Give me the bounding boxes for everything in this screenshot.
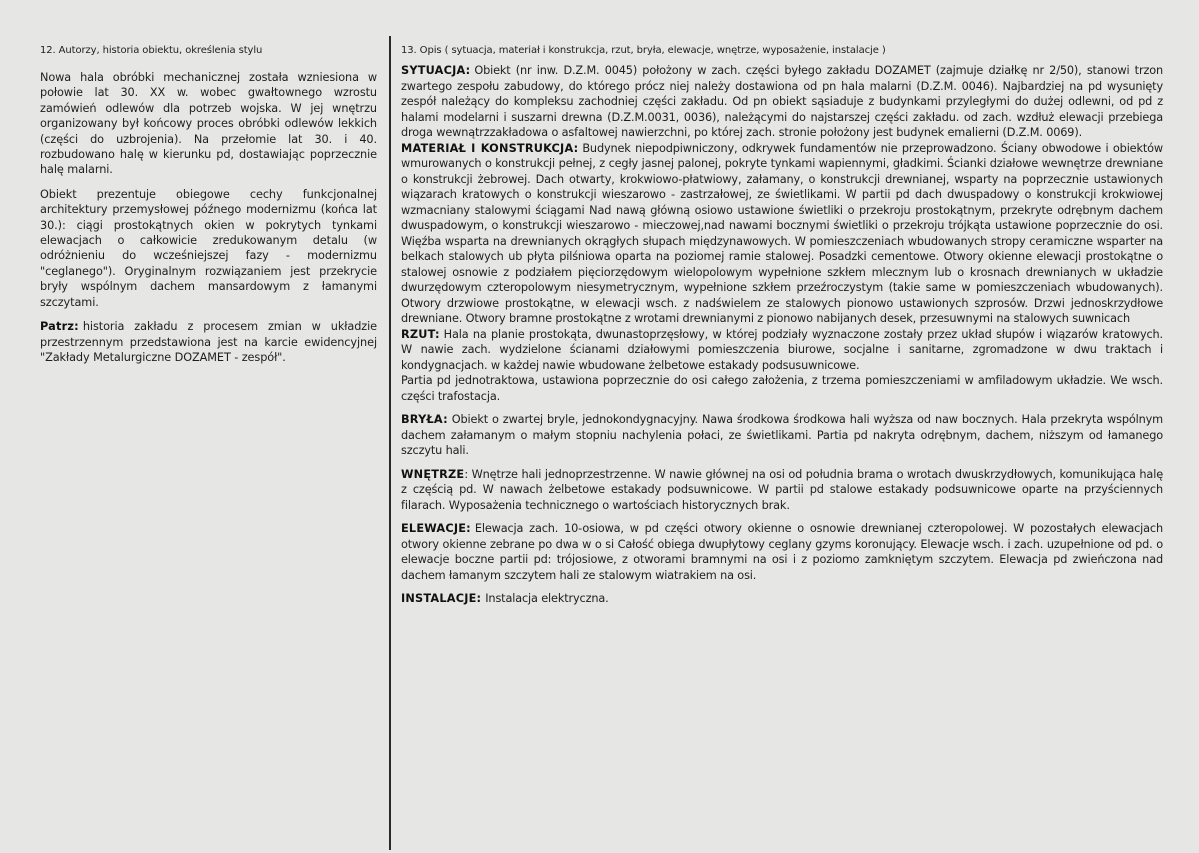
section-12-heading: 12. Autorzy, historia obiektu, określenia stylu (40, 45, 263, 56)
material-label: MATERIAŁ I KONSTRUKCJA: (401, 141, 579, 155)
rzut-paragraph (401, 327, 1163, 374)
sytuacja-paragraph (401, 63, 1163, 141)
instalacje-label: INSTALACJE: (401, 592, 482, 605)
bryla-text: Obiekt o zwartej bryle, jednokondygnacyjny. Nawa środkowa środkowa hali wyższa od naw bocznych. Hala przekryta wspólnym dachem załamanym o małym stopniu nachylenia połaci, ze świetlikami. Partia pd nakryta odrębnym, dachem, niższym od łamanego szczytu hali. (401, 413, 1163, 457)
elewacje-text: Elewacja zach. 10-osiowa, w pd części otwory okienne o osnowie drewnianej czteropolowej. W pozostałych elewacjach otwory okienne zebrane po dwa w o si Całość obiega dwupłytowy ceglany gzyms koronujący. Elewacje wsch. i zach. uzupełnione od pd. o elewacje boczne partii pd: trójosiowe, z otworami bramnymi na osi i z poziomo zamkniętym szczytem. Elewacja pd zwieńczona nad dachem łamanym szczytem hali ze stalowym wiatrakiem na osi. (401, 522, 1163, 582)
material-paragraph (401, 141, 1163, 327)
instalacje-paragraph (401, 591, 1163, 607)
elewacje-label: ELEWACJE: (401, 522, 471, 535)
history-paragraph-2: Obiekt prezentuje obiegowe cechy funkcjonalnej architektury przemysłowej późnego modernizmu (końca lat 30.): ciągi prostokątnych okien w pokrytych tynkami elewacjach o całkowicie zredukowanym detalu (w odróżnieniu do wcześniejszej fazy - modernizmu "ceglanego"). Oryginalnym rozwiązaniem jest przekrycie bryły wspólnym dachem mansardowym z łamanymi szczytami. (40, 187, 377, 309)
wnetrze-text: : Wnętrze hali jednoprzestrzenne. W nawie głównej na osi od południa brama o wrotach dwuskrzydłowych, komunikująca halę z częścią pd. W nawach żelbetowe estakady podsuwnicowe. W partii pd stalowe estakady podsuwnicowe oparte na przyściennych filarach. Wyposażenia technicznego o wartościach historycznych brak. (401, 467, 1163, 512)
bryla-paragraph (401, 412, 1163, 459)
column-divider (389, 36, 391, 850)
patrz-label: Patrz: (40, 320, 79, 334)
patrz-text: historia zakładu z procesem zmian w układzie przestrzennym przedstawiona jest na karcie ewidencyjnej "Zakłady Metalurgiczne DOZAMET - zespół". (40, 320, 377, 364)
rzut-paragraph-2: Partia pd jednotraktowa, ustawiona poprzecznie do osi całego założenia, z trzema pomieszczeniami w amfiladowym układzie. We wsch. części trafostacja. (401, 374, 1163, 403)
see-also-paragraph (40, 319, 377, 365)
left-column (40, 44, 377, 374)
sytuacja-text: Obiekt (nr inw. D.Z.M. 0045) położony w zach. części byłego zakładu DOZAMET (zajmuje działkę nr 2/50), stanowi trzon zwartego zespołu zabudowy, do którego prócz niej należy dostawiona od pn hala malarni (D.Z.M. 0046). Najbardziej na pd wysunięty zespół należący do kompleksu zachodniej części zakładu. Od pn obiekt sąsiaduje z budynkami przyległymi do dużej odlewni, od pd z halami modelarni i suszarni drewna (D.Z.M.0031, 0036), należącymi do najstarszej części zakładu. od zach. wzdłuż elewacji przebiega droga wewnątrzzakładowa o asfaltowej nawierzchni, po której zach. stronie położony jest budynek emalierni (D.Z.M. 0069). (401, 64, 1163, 139)
wnetrze-paragraph (401, 467, 1163, 514)
rzut-label: RZUT: (401, 327, 440, 341)
bryla-label: BRYŁA: (401, 413, 448, 426)
sytuacja-label: SYTUACJA: (401, 64, 471, 77)
elewacje-paragraph (401, 521, 1163, 583)
section-13-heading: 13. Opis ( sytuacja, materiał i konstrukcja, rzut, bryła, elewacje, wnętrze, wyposażenie, instalacje ) (401, 45, 886, 56)
rzut-text: Hala na planie prostokąta, dwunastoprzęsłowy, w której podziały wyznaczone zostały przez układ słupów i wiązarów kratowych. W nawie zach. wydzielone ścianami działowymi pomieszczenia biurowe, socjalne i sanitarne, zgromadzone w dwu traktach i kondygnacjach. w każdej nawie wbudowane żelbetowe estakady podsusuwnicowe. (401, 327, 1163, 372)
instalacje-text: Instalacja elektryczna. (485, 592, 609, 605)
right-column (401, 44, 1163, 607)
history-paragraph-1: Nowa hala obróbki mechanicznej została wzniesiona w połowie lat 30. XX w. wobec gwałtownego wzrostu zamówień odlewów dla potrzeb wojska. W jej wnętrzu organizowany był końcowy proces obróbki odlewów lekkich (części do uzbrojenia). Na przełomie lat 30. i 40. rozbudowano halę w kierunku pd, dostawiając poprzecznie halę malarni. (40, 71, 377, 177)
material-text: Budynek niepodpiwniczony, odkrywek fundamentów nie przeprowadzono. Ściany obwodowe i obiektów wmurowanych o konstrukcji pełnej, z cegły jasnej palonej, pokryte tynkami wapiennymi, gładkimi. Ścianki działowe wewnętrze drewniane o konstrukcji żebrowej. Dach otwarty, krokwiowo-płatwiowy, załamany, o konstrukcji drewnianej, wsparty na poprzecznie ustawionych wiązarach kratowych o konstrukcji wieszarowo - zastrzałowej, ze świetlikami. W partii pd dach dwuspadowy o konstrukcji krokwiowej wzmacniany stalowymi ściągami Nad nawą główną osiowo ustawione świetliki o przekroju prostokątnym, przekryte odrębnym dachem dwuspadowym, o konstrukcji wieszarowo - mieczowej,nad nawami bocznymi świetliki o przekroju trójkąta ustawione poprzecznie do osi. Więźba wsparta na drewnianych okrągłych słupach międzynawowych. W pomieszczeniach wbudowanych stropy ceramiczne wsparter na belkach stalowych ub płyta pilśniowa oparta na poziomej ramie stalowej. Posadzki cementowe. Otwory okienne elewacji prostokątne o stalowej osnowie z podziałem pięciorzędowym wielopolowym wypełnione szkłem mlecznym lub o krosnach drewnianych w układzie dwurzędowym czteropolowym niesymetrycznym, wypełnione szkłem przeźroczystym (takie same w pomieszczeniach wbudowanych). Otwory drzwiowe prostokątne, w elewacji wsch. z nadświelem ze stalowych pionowo ustawionych szprosów. Drzwi jednoskrzydłowe drewniane. Otwory bramne prostokątne z wrotami drewnianymi z pionowo nabijanych desek, przesuwnymi na stalowych suwnicach (401, 141, 1163, 325)
wnetrze-label: WNĘTRZE (401, 467, 465, 481)
